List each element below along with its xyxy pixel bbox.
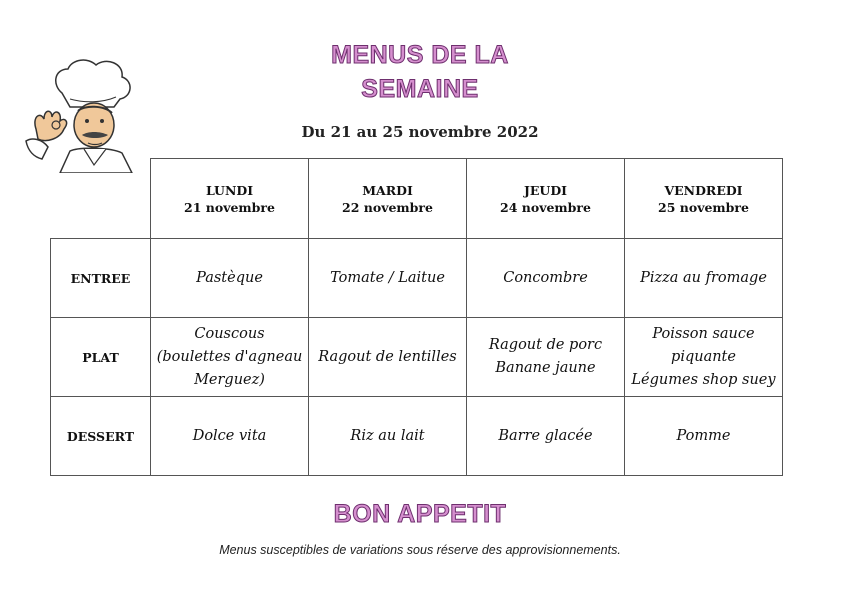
title-line-2: SEMAINE (361, 75, 479, 103)
dish-cell: Poisson sauce piquante Légumes shop suey (625, 318, 783, 397)
dish-cell: Barre glacée (467, 397, 625, 476)
dish-cell: Dolce vita (151, 397, 309, 476)
entree-row (51, 239, 783, 318)
dish-cell: Tomate / Laitue (309, 239, 467, 318)
day-header-mardi: MARDI 22 novembre (309, 159, 467, 239)
day-header-vendredi: VENDREDI 25 novembre (625, 159, 783, 239)
day-header-lundi: LUNDI 21 novembre (151, 159, 309, 239)
dish-cell: Ragout de porc Banane jaune (467, 318, 625, 397)
title-line-1: MENUS DE LA (331, 41, 509, 69)
row-label-entree: ENTREE (51, 239, 151, 318)
dessert-row (51, 397, 783, 476)
dish-cell: Pizza au fromage (625, 239, 783, 318)
dish-cell: Pomme (625, 397, 783, 476)
bon-appetit-heading: BON APPETIT (333, 500, 507, 528)
dish-cell: Couscous (boulettes d'agneau Merguez) (151, 318, 309, 397)
dish-cell: Riz au lait (309, 397, 467, 476)
page-title (270, 38, 570, 106)
day-header-jeudi: JEUDI 24 novembre (467, 159, 625, 239)
dish-cell: Concombre (467, 239, 625, 318)
row-label-dessert: DESSERT (51, 397, 151, 476)
dish-cell: Pastèque (151, 239, 309, 318)
row-label-plat: PLAT (51, 318, 151, 397)
chef-illustration (22, 55, 144, 173)
dish-cell: Ragout de lentilles (309, 318, 467, 397)
day-header-row (51, 159, 783, 239)
menu-table (50, 158, 783, 476)
disclaimer-note: Menus susceptibles de variations sous réserve des approvisionnements. (219, 543, 621, 557)
plat-row (51, 318, 783, 397)
date-range: Du 21 au 25 novembre 2022 (301, 123, 539, 141)
